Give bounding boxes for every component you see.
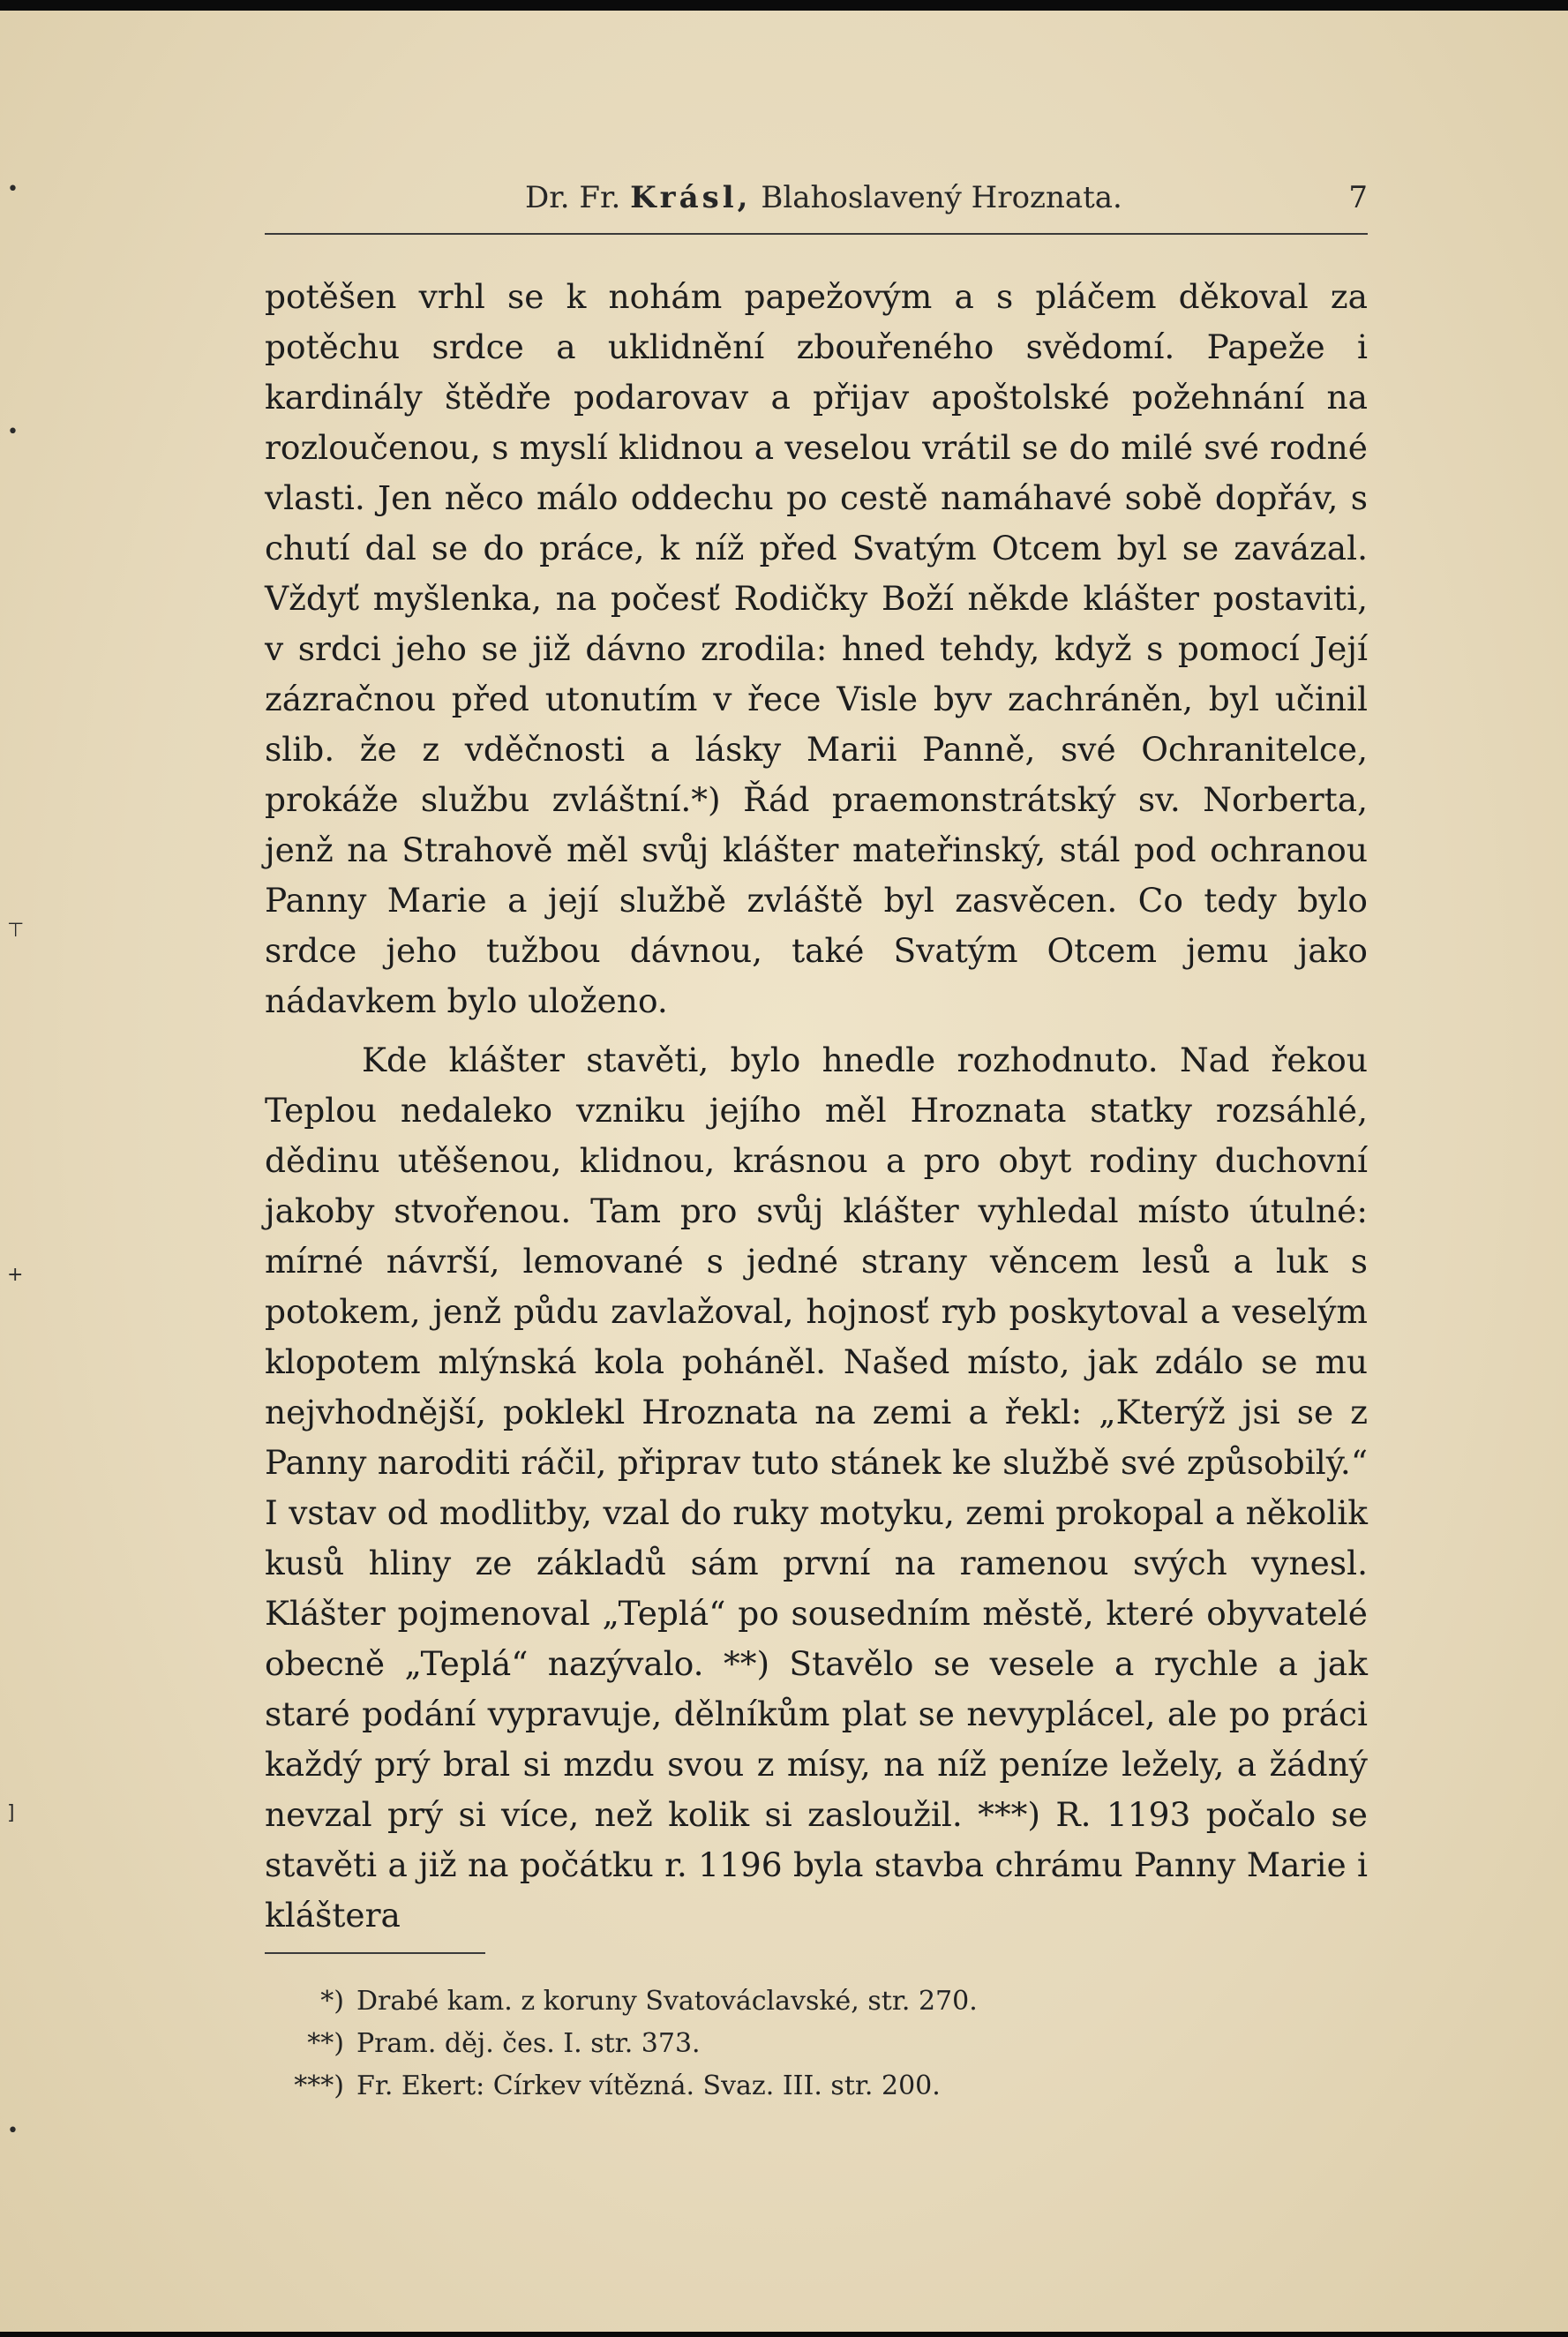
footnote-text: Drabé kam. z koruny Svatováclavské, str. 270. [356, 1986, 978, 2017]
footnote [265, 2065, 1235, 2108]
footnote [265, 2023, 1235, 2065]
footnote-rule [265, 1952, 485, 1954]
page-number: 7 [1348, 180, 1368, 215]
running-head [265, 180, 1368, 226]
book-page [0, 11, 1568, 2332]
margin-speck: + [7, 1264, 24, 1286]
margin-speck: • [7, 178, 19, 200]
footnotes [265, 1980, 1235, 2108]
running-head-title [525, 180, 1122, 215]
margin-speck: ⊤ [7, 920, 25, 942]
book-title: Blahoslavený Hroznata. [761, 180, 1122, 215]
footnote-marker: **) [307, 2028, 344, 2059]
margin-speck: • [7, 2120, 19, 2142]
margin-speck: • [7, 421, 19, 443]
footnote-marker: *) [320, 1986, 344, 2017]
footnote [265, 1980, 1235, 2023]
margin-speck: ] [7, 1802, 15, 1824]
author-name: Krásl, [630, 180, 752, 215]
author-prefix: Dr. Fr. [525, 180, 621, 215]
footnote-text: Fr. Ekert: Církev vítězná. Svaz. III. str. 200. [356, 2070, 941, 2101]
footnote-marker: ***) [294, 2070, 344, 2101]
body-text [265, 272, 1368, 1941]
paragraph: potěšen vrhl se k nohám papežovým a s pláčem děkoval za potěchu srdce a uklidnění zbouřeného svědomí. Papeže i kardinály štědře podarovav a přijav apoštolské požehnání na rozloučenou, s myslí klidnou a veselou vrátil se do milé své rodné vlasti. Jen něco málo oddechu po cestě namáhavé sobě dopřáv, s chutí dal se do práce, k níž před Svatým Otcem byl se zavázal. Vždyť myšlenka, na počesť Rodičky Boží někde klášter postaviti, v srdci jeho se již dávno zrodila: hned tehdy, když s pomocí Její zázračnou před utonutím v řece Visle byv zachráněn, byl učinil slib. že z vděčnosti a lásky Marii Panně, své Ochranitelce, prokáže službu zvláštní.*) Řád praemonstrátský sv. Norberta, jenž na Strahově měl svůj klášter mateřinský, stál pod ochranou Panny Marie a její službě zvláště byl zasvěcen. Co tedy bylo srdce jeho tužbou dávnou, také Svatým Otcem jemu jako nádavkem bylo uloženo. [265, 277, 1368, 1020]
paragraph: Kde klášter stavěti, bylo hnedle rozhodnuto. Nad řekou Teplou nedaleko vzniku jejího měl Hroznata statky rozsáhlé, dědinu utěšenou, klidnou, krásnou a pro obyt rodiny duchovní jakoby stvořenou. Tam pro svůj klášter vyhledal místo útulné: mírné návrší, lemované s jedné strany věncem lesů a luk s potokem, jenž půdu zavlažoval, hojnosť ryb poskytoval a veselým klopotem mlýnská kola poháněl. Našed místo, jak zdálo se mu nejvhodnější, poklekl Hroznata na zemi a řekl: „Kterýž jsi se z Panny naroditi ráčil, připrav tuto stánek ke službě své způsobilý.“ I vstav od modlitby, vzal do ruky motyku, zemi prokopal a několik kusů hliny ze základů sám první na ramenou svých vynesl. Klášter pojmenoval „Teplá“ po sousedním městě, které obyvatelé obecně „Teplá“ nazývalo. **) Stavělo se vesele a rychle a jak staré podání vypravuje, dělníkům plat se nevyplácel, ale po práci každý prý bral si mzdu svou z mísy, na níž peníze ležely, a žádný nevzal prý si více, než kolik si zasloužil. ***) R. 1193 počalo se stavěti a již na počátku r. 1196 byla stavba chrámu Panny Marie i kláštera [265, 1041, 1368, 1935]
header-rule [265, 233, 1368, 235]
footnote-text: Pram. děj. čes. I. str. 373. [356, 2028, 701, 2059]
